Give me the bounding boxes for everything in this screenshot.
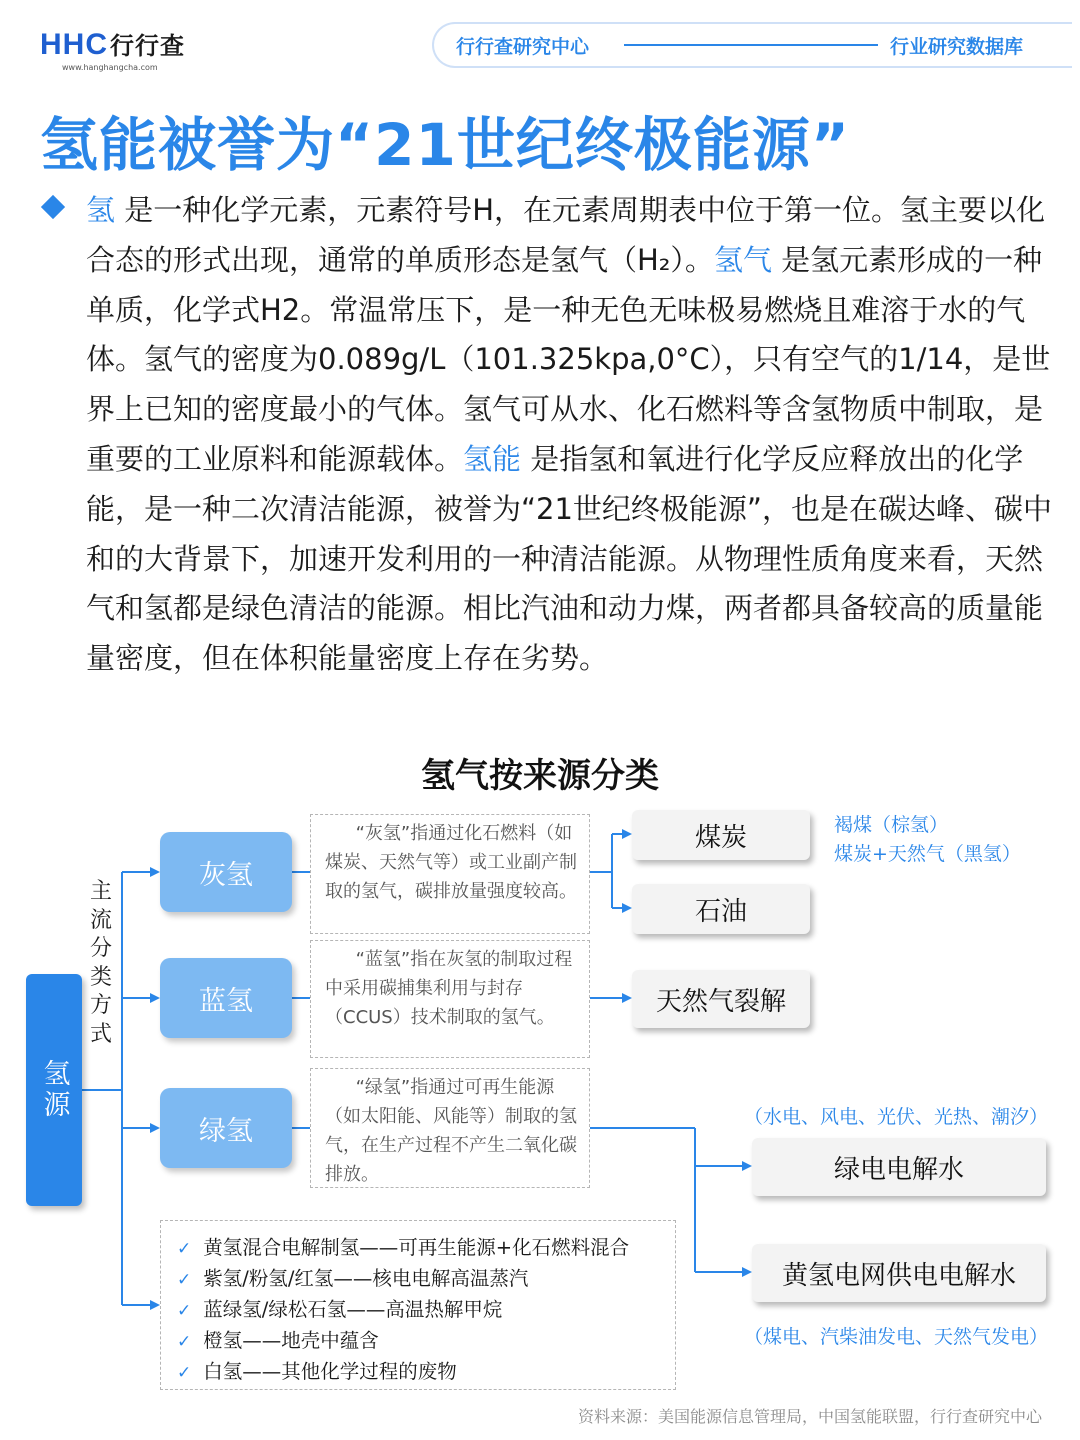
output-coal	[632, 810, 810, 860]
paragraph-text-1: 是一种化学元素，元素符号H，在元素周期表中位于第一位。氢主要以化合态的形式出现，通常的单质形态是氢气（H₂）。	[86, 193, 1046, 277]
output-yellow-grid-electrolysis	[752, 1244, 1046, 1302]
list-item-text: 紫氢/粉氢/红氢——核电电解高温蒸汽	[203, 1267, 529, 1290]
output-label: 石油	[694, 896, 747, 927]
root-label: 氢源	[38, 1059, 70, 1121]
category-blue-hydrogen	[160, 958, 292, 1038]
logo-letters: HHC	[40, 28, 108, 61]
check-icon: ✓	[177, 1270, 192, 1290]
header-pill-right-text: 行业研究数据库	[890, 36, 1024, 58]
highlight-hydrogen-gas: 氢气	[713, 242, 772, 277]
source-citation: 资料来源：美国能源信息管理局，中国氢能联盟，行行查研究中心	[577, 1407, 1042, 1426]
root-hydrogen-source-box	[26, 974, 82, 1206]
check-icon: ✓	[177, 1301, 192, 1321]
check-icon: ✓	[177, 1239, 192, 1259]
other-hydrogen-types-list	[160, 1220, 676, 1390]
check-icon: ✓	[177, 1332, 192, 1352]
list-item	[177, 1295, 675, 1326]
category-label: 灰氢	[199, 859, 253, 891]
list-item-text: 橙氢——地壳中蕴含	[203, 1329, 379, 1352]
output-green-electrolysis	[752, 1138, 1046, 1196]
category-label: 绿氢	[199, 1115, 253, 1147]
note-green-sources: （水电、风电、光伏、光热、潮汐）	[744, 1106, 1049, 1128]
check-icon: ✓	[177, 1363, 192, 1383]
highlight-hydrogen-energy: 氢能	[463, 441, 522, 476]
classification-label: 主流分类方式	[90, 879, 113, 1047]
diagram-title: 氢气按来源分类	[421, 756, 659, 796]
category-grey-hydrogen	[160, 832, 292, 912]
category-green-hydrogen	[160, 1088, 292, 1168]
list-item-text: 白氢——其他化学过程的废物	[203, 1360, 457, 1383]
note-brown-hydrogen: 褐煤（棕氢）	[834, 814, 949, 836]
list-item	[177, 1233, 675, 1264]
output-oil	[632, 884, 810, 934]
highlight-hydrogen: 氢	[86, 193, 116, 227]
list-item-text: 蓝绿氢/绿松石氢——高温热解甲烷	[203, 1298, 503, 1321]
list-item	[177, 1264, 675, 1295]
header-pill-left-text: 行行查研究中心	[456, 36, 590, 58]
paragraph-text-2: 是氢元素形成的一种单质，化学式H2。常温常压下，是一种无色无味极易燃烧且难溶于水的气体。氢气的密度为0.089g/L（101.325kpa,0°C），只有空气的1/14，是世界上已知的密度最小的气体。氢气可从水、化石燃料等含氢物质中制取，是重要的工业原料和能源载体。	[86, 242, 1051, 476]
paragraph-text-3: 是指氢和氧进行化学反应释放出的化学能，是一种二次清洁能源，被誉为“21世纪终极能源”，也是在碳达峰、碳中和的大背景下，加速开发利用的一种清洁能源。从物理性质角度来看，天然气和氢都是绿色清洁的能源。相比汽油和动力煤，两者都具备较高的质量能量密度，但在体积能量密度上存在劣势。	[86, 441, 1052, 676]
blue-hydrogen-description: “蓝氢”指在灰氢的制取过程中采用碳捕集利用与封存（CCUS）技术制取的氢气。	[310, 940, 590, 1058]
note-black-hydrogen: 煤炭+天然气（黑氢）	[834, 843, 1021, 865]
output-label: 黄氢电网供电电解水	[781, 1260, 1016, 1291]
list-item	[177, 1357, 675, 1388]
page-title: 氢能被誉为“21世纪终极能源”	[40, 111, 850, 179]
logo-url: www.hanghangcha.com	[62, 63, 158, 72]
category-label: 蓝氢	[199, 985, 253, 1017]
output-gas-cracking	[632, 970, 810, 1028]
logo-name: 行行查	[110, 32, 185, 60]
output-label: 绿电电解水	[833, 1154, 964, 1185]
output-label: 煤炭	[694, 822, 747, 853]
note-yellow-sources: （煤电、汽柴油发电、天然气发电）	[744, 1326, 1049, 1348]
grey-hydrogen-description: “灰氢”指通过化石燃料（如煤炭、天然气等）或工业副产制取的氢气，碳排放量强度较高。	[310, 814, 590, 934]
list-item	[177, 1326, 675, 1357]
list-item-text: 黄氢混合电解制氢——可再生能源+化石燃料混合	[203, 1236, 630, 1259]
green-hydrogen-description: “绿氢”指通过可再生能源（如太阳能、风能等）制取的氢气，在生产过程不产生二氧化碳排放。	[310, 1068, 590, 1188]
output-label: 天然气裂解	[655, 986, 786, 1017]
